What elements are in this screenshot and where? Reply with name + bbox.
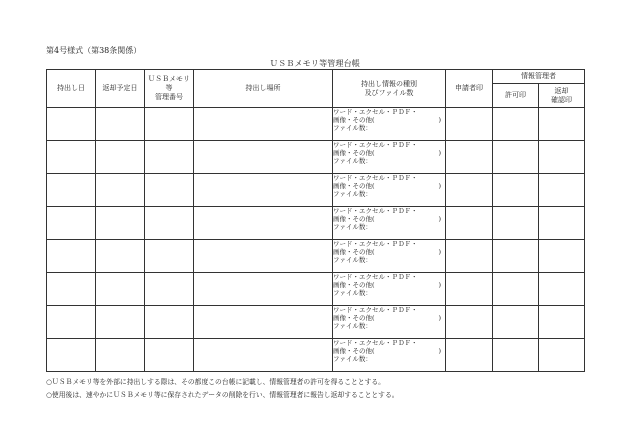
header-usb-management-number	[145, 70, 194, 108]
cell-carry-out-date[interactable]	[47, 240, 96, 273]
header-usb-line1: ＵＳＢメモリ等	[148, 75, 190, 93]
info-other-label: 画像・その他(	[333, 347, 375, 356]
cell-info-type[interactable]	[333, 207, 446, 240]
info-file-count: ファイル数：	[333, 190, 372, 199]
cell-permission-seal[interactable]	[493, 141, 539, 174]
cell-info-type[interactable]	[333, 141, 446, 174]
info-other-label: 画像・その他(	[333, 116, 375, 125]
cell-carry-out-date[interactable]	[47, 108, 96, 141]
cell-applicant-seal[interactable]	[446, 141, 493, 174]
info-other-label: 画像・その他(	[333, 149, 375, 158]
cell-return-confirmation-seal[interactable]	[539, 141, 585, 174]
cell-info-type[interactable]	[333, 306, 446, 339]
info-file-count: ファイル数：	[333, 157, 372, 166]
cell-usb-number[interactable]	[145, 141, 194, 174]
cell-return-due-date[interactable]	[96, 306, 145, 339]
table-row	[47, 273, 585, 306]
table-row	[47, 339, 585, 372]
info-other-label: 画像・その他(	[333, 314, 375, 323]
cell-info-type[interactable]	[333, 240, 446, 273]
cell-location[interactable]	[194, 240, 333, 273]
info-file-count: ファイル数：	[333, 256, 372, 265]
header-applicant-seal: 申請者印	[446, 70, 493, 108]
header-carry-out-date: 持出し日	[47, 70, 96, 108]
table-row	[47, 108, 585, 141]
info-type-options: ワード・エクセル・ＰＤＦ・	[333, 339, 418, 347]
cell-location[interactable]	[194, 108, 333, 141]
info-other-close: )	[438, 182, 441, 191]
cell-return-due-date[interactable]	[96, 240, 145, 273]
ledger-title: ＵＳＢメモリ等管理台帳	[269, 59, 361, 68]
cell-usb-number[interactable]	[145, 306, 194, 339]
table-row	[47, 141, 585, 174]
info-type-options: ワード・エクセル・ＰＤＦ・	[333, 108, 418, 116]
cell-location[interactable]	[194, 273, 333, 306]
cell-location[interactable]	[194, 339, 333, 372]
info-other-close: )	[438, 281, 441, 290]
info-file-count: ファイル数：	[333, 322, 372, 331]
info-type-options: ワード・エクセル・ＰＤＦ・	[333, 174, 418, 182]
table-row	[47, 306, 585, 339]
cell-info-type[interactable]	[333, 273, 446, 306]
cell-return-confirmation-seal[interactable]	[539, 108, 585, 141]
cell-return-due-date[interactable]	[96, 273, 145, 306]
usage-note-carry-out: ○ＵＳＢメモリ等を外部に持出しする際は、その都度この台帳に記載し、情報管理者の許可を得ることとする。	[46, 378, 385, 386]
cell-location[interactable]	[194, 207, 333, 240]
cell-return-confirmation-seal[interactable]	[539, 339, 585, 372]
cell-applicant-seal[interactable]	[446, 273, 493, 306]
cell-permission-seal[interactable]	[493, 240, 539, 273]
cell-applicant-seal[interactable]	[446, 207, 493, 240]
info-file-count: ファイル数：	[333, 124, 372, 133]
cell-carry-out-date[interactable]	[47, 141, 96, 174]
cell-usb-number[interactable]	[145, 108, 194, 141]
header-return-line2: 確認印	[551, 95, 572, 104]
cell-usb-number[interactable]	[145, 207, 194, 240]
info-type-options: ワード・エクセル・ＰＤＦ・	[333, 240, 418, 248]
table-row	[47, 174, 585, 207]
cell-permission-seal[interactable]	[493, 108, 539, 141]
cell-carry-out-date[interactable]	[47, 174, 96, 207]
info-other-label: 画像・その他(	[333, 248, 375, 257]
cell-usb-number[interactable]	[145, 273, 194, 306]
cell-return-confirmation-seal[interactable]	[539, 207, 585, 240]
cell-applicant-seal[interactable]	[446, 108, 493, 141]
header-carry-out-location: 持出し場所	[194, 70, 333, 108]
cell-permission-seal[interactable]	[493, 207, 539, 240]
cell-applicant-seal[interactable]	[446, 174, 493, 207]
header-info-line2: 及びファイル数	[364, 88, 414, 97]
cell-info-type[interactable]	[333, 339, 446, 372]
info-other-label: 画像・その他(	[333, 182, 375, 191]
info-type-options: ワード・エクセル・ＰＤＦ・	[333, 306, 418, 314]
header-return-confirmation-seal	[539, 84, 585, 108]
cell-return-confirmation-seal[interactable]	[539, 306, 585, 339]
cell-return-due-date[interactable]	[96, 339, 145, 372]
info-other-close: )	[438, 149, 441, 158]
cell-location[interactable]	[194, 174, 333, 207]
cell-return-confirmation-seal[interactable]	[539, 273, 585, 306]
info-other-close: )	[438, 347, 441, 356]
header-permission-seal: 許可印	[493, 84, 539, 108]
info-other-label: 画像・その他(	[333, 215, 375, 224]
cell-return-due-date[interactable]	[96, 141, 145, 174]
cell-return-due-date[interactable]	[96, 207, 145, 240]
cell-usb-number[interactable]	[145, 339, 194, 372]
info-other-close: )	[438, 116, 441, 125]
header-info-type	[333, 70, 446, 108]
cell-applicant-seal[interactable]	[446, 339, 493, 372]
header-return-due-date: 返却予定日	[96, 70, 145, 108]
info-file-count: ファイル数：	[333, 289, 372, 298]
cell-location[interactable]	[194, 141, 333, 174]
cell-carry-out-date[interactable]	[47, 273, 96, 306]
info-other-label: 画像・その他(	[333, 281, 375, 290]
info-other-close: )	[438, 314, 441, 323]
table-row	[47, 240, 585, 273]
table-row	[47, 207, 585, 240]
cell-carry-out-date[interactable]	[47, 339, 96, 372]
cell-permission-seal[interactable]	[493, 174, 539, 207]
form-number: 第4号様式（第38条関係）	[46, 46, 142, 55]
usage-note-return: ○使用後は、速やかにＵＳＢメモリ等に保存されたデータの削除を行い、情報管理者に報告し返却することとする。	[46, 391, 399, 399]
info-file-count: ファイル数：	[333, 223, 372, 232]
cell-permission-seal[interactable]	[493, 273, 539, 306]
cell-applicant-seal[interactable]	[446, 306, 493, 339]
cell-return-confirmation-seal[interactable]	[539, 174, 585, 207]
cell-return-due-date[interactable]	[96, 174, 145, 207]
cell-return-confirmation-seal[interactable]	[539, 240, 585, 273]
info-type-options: ワード・エクセル・ＰＤＦ・	[333, 273, 418, 281]
info-type-options: ワード・エクセル・ＰＤＦ・	[333, 207, 418, 215]
cell-permission-seal[interactable]	[493, 339, 539, 372]
cell-location[interactable]	[194, 306, 333, 339]
cell-carry-out-date[interactable]	[47, 207, 96, 240]
cell-return-due-date[interactable]	[96, 108, 145, 141]
cell-permission-seal[interactable]	[493, 306, 539, 339]
header-info-line1: 持出し情報の種別	[361, 79, 417, 88]
info-file-count: ファイル数：	[333, 355, 372, 364]
cell-info-type[interactable]	[333, 108, 446, 141]
info-type-options: ワード・エクセル・ＰＤＦ・	[333, 141, 418, 149]
ledger-body	[47, 108, 585, 372]
header-usb-line2: 管理番号	[155, 92, 183, 101]
cell-info-type[interactable]	[333, 174, 446, 207]
usb-ledger-table	[46, 69, 585, 372]
cell-usb-number[interactable]	[145, 240, 194, 273]
cell-usb-number[interactable]	[145, 174, 194, 207]
info-other-close: )	[438, 215, 441, 224]
header-return-line1: 返却	[554, 86, 569, 95]
header-info-manager: 情報管理者	[493, 70, 585, 84]
info-other-close: )	[438, 248, 441, 257]
cell-applicant-seal[interactable]	[446, 240, 493, 273]
cell-carry-out-date[interactable]	[47, 306, 96, 339]
